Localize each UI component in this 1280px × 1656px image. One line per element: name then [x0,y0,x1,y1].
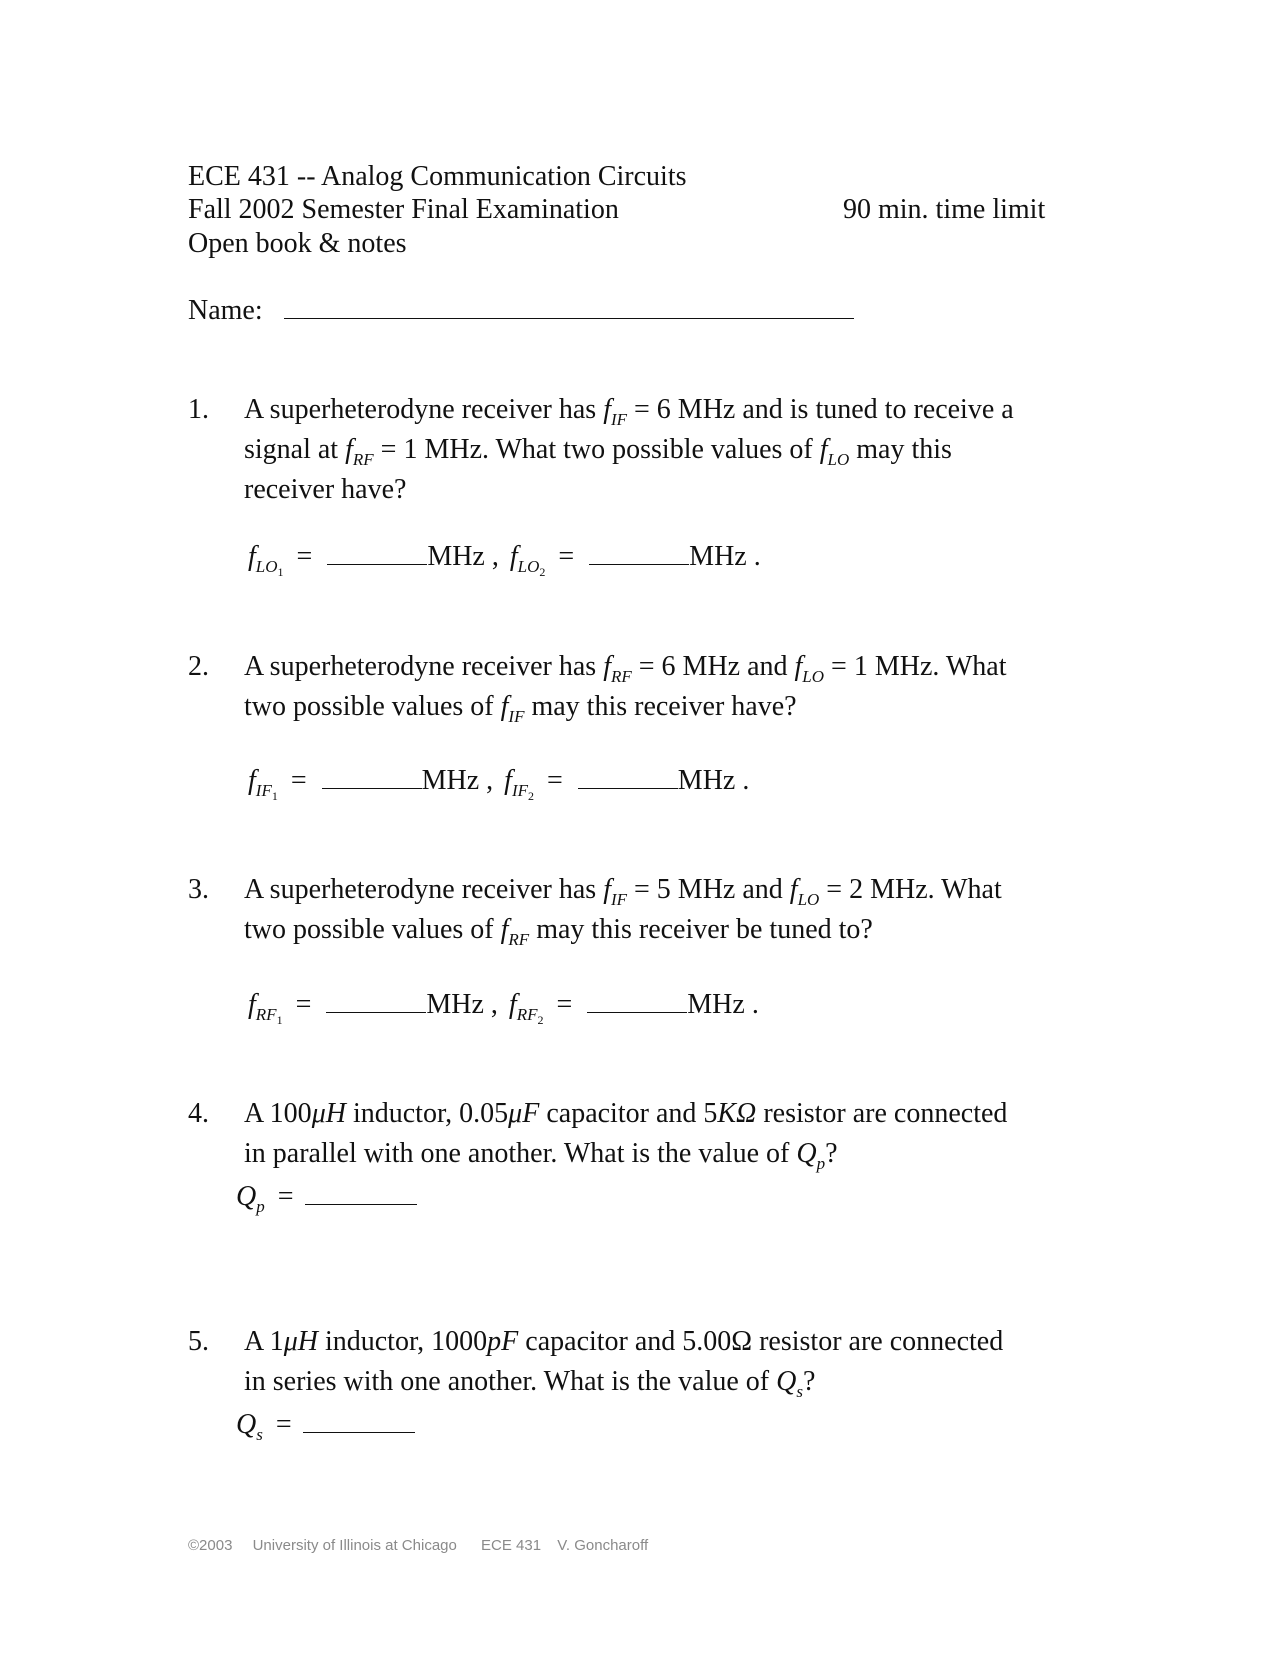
q4-line1: A 100μH inductor, 0.05μF capacitor and 5KΩ resistor are connected [244,1098,1008,1129]
q4-answer-field[interactable] [305,1182,417,1205]
q3-answer-field-2[interactable] [587,990,687,1013]
q2-answer-field-1[interactable] [322,766,422,789]
q1-line3: receiver have? [244,474,407,505]
q5-answer: $Q_s$ = [236,1408,415,1452]
q4-number: 4. [188,1098,209,1129]
q5-number: 5. [188,1326,209,1357]
q2-answer: $f_{IF_1}$ = MHz , $f_{IF_2}$ = MHz . [248,765,750,803]
q4-answer: $Q_p$ = [236,1180,417,1224]
exam-title: Fall 2002 Semester Final Examination [188,194,619,225]
q2-line1: A superheterodyne receiver has $f_{RF} = 6$ MHz and $f_{LO} = 1$ MHz. What [244,651,1007,686]
time-limit: 90 min. time limit [843,194,1046,225]
footer-copyright: ©2003 [188,1537,233,1554]
q4-line2: in parallel with one another. What is the value of $Q_p$? [244,1138,838,1173]
q5-answer-field[interactable] [303,1410,415,1433]
q2-line2: two possible values of $f_{IF}$ may this receiver have? [244,691,797,726]
footer-author: V. Goncharoff [557,1537,649,1554]
q3-answer: $f_{RF_1}$ = MHz , $f_{RF_2}$ = MHz . [248,989,759,1027]
q3-line2: two possible values of $f_{RF}$ may this receiver be tuned to? [244,914,873,949]
q5-line2: in series with one another. What is the value of $Q_s$? [244,1366,816,1401]
footer-course: ECE 431 [481,1537,542,1554]
name-field[interactable] [284,296,854,319]
q1-answer: $f_{LO_1}$ = MHz , $f_{LO_2}$ = MHz . [248,541,761,579]
q5-line1: A 1μH inductor, 1000pF capacitor and 5.00Ω resistor are connected [244,1326,1004,1357]
q1-line1: A superheterodyne receiver has $f_{IF} = 6$ MHz and is tuned to receive a [244,394,1014,429]
name-row [188,294,854,328]
q1-line2: signal at $f_{RF} = 1$ MHz. What two possible values of $f_{LO}$ may this [244,434,952,469]
q1-answer-field-2[interactable] [589,542,689,565]
course-title: ECE 431 -- Analog Communication Circuits [188,161,687,192]
q3-answer-field-1[interactable] [326,990,426,1013]
page-footer [188,1537,648,1554]
q2-answer-field-2[interactable] [578,766,678,789]
q3-line1: A superheterodyne receiver has $f_{IF} = 5$ MHz and $f_{LO} = 2$ MHz. What [244,874,1002,909]
q1-number: 1. [188,394,209,425]
q1-answer-field-1[interactable] [327,542,427,565]
exam-notes: Open book & notes [188,228,407,259]
footer-university: University of Illinois at Chicago [252,1537,457,1554]
q2-number: 2. [188,651,209,682]
q3-number: 3. [188,874,209,905]
name-label: Name: [188,295,263,326]
